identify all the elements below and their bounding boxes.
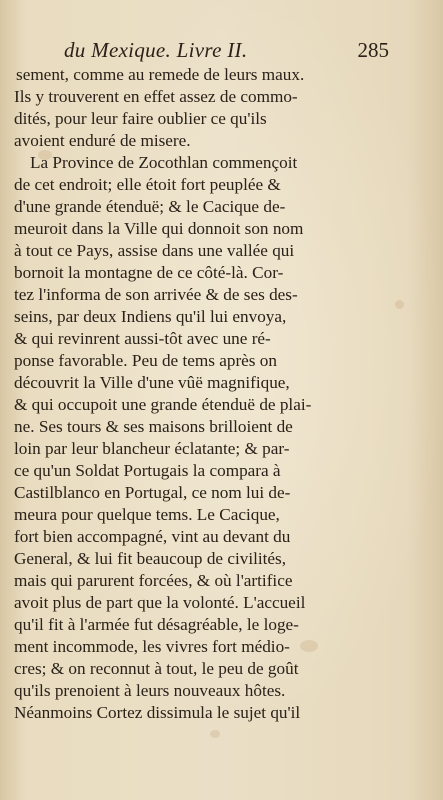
text-line: ponse favorable. Peu de tems après on (14, 351, 277, 370)
text-line: ment incommode, les vivres fort médio- (14, 637, 290, 656)
text-line: bornoit la montagne de ce côté-là. Cor- (14, 263, 284, 282)
text-line: de cet endroit; elle étoit fort peuplée & (14, 175, 281, 194)
text-line: meuroit dans la Ville qui donnoit son nom (14, 219, 304, 238)
text-line: seins, par deux Indiens qu'il lui envoya, (14, 307, 287, 326)
text-line: mais qui parurent forcées, & où l'artifice (14, 571, 293, 590)
text-line: avoient enduré de misere. (14, 131, 191, 150)
text-line: découvrit la Ville d'une vûë magnifique, (14, 373, 290, 392)
text-line: fort bien accompagné, vint au devant du (14, 527, 291, 546)
running-title: du Mexique. Livre II. (64, 38, 248, 62)
text-line: La Province de Zocothlan commençoit (30, 153, 298, 172)
text-line: Ils y trouverent en effet assez de commo- (14, 87, 298, 106)
text-line: & qui revinrent aussi-tôt avec une ré- (14, 329, 271, 348)
text-line: General, & lui fit beaucoup de civilités, (14, 549, 287, 568)
text-line: avoit plus de part que la volonté. L'accueil (14, 593, 306, 612)
text-line: sement, comme au remede de leurs maux. (16, 65, 305, 84)
text-line: cres; & on reconnut à tout, le peu de goût (14, 659, 299, 678)
text-line: d'une grande étenduë; & le Cacique de- (14, 197, 286, 216)
text-line: ne. Ses tours & ses maisons brilloient de (14, 417, 293, 436)
text-line: à tout ce Pays, assise dans une vallée qui (14, 241, 295, 260)
foxing-spot (300, 640, 318, 652)
text-line: qu'il fit à l'armée fut désagréable, le loge- (14, 615, 299, 634)
text-line: & qui occupoit une grande étenduë de plai- (14, 395, 312, 414)
foxing-spot (210, 730, 220, 738)
text-line: Néanmoins Cortez dissimula le sujet qu'il (14, 703, 301, 722)
text-line: Castilblanco en Portugal, ce nom lui de- (14, 483, 291, 502)
text-line: loin par leur blancheur éclatante; & par- (14, 439, 290, 458)
page-number: 285 (357, 38, 389, 62)
page-header (0, 38, 443, 62)
text-line: qu'ils prenoient à leurs nouveaux hôtes. (14, 681, 286, 700)
text-line: ce qu'un Soldat Portugais la compara à (14, 461, 281, 480)
text-line: meura pour quelque tems. Le Cacique, (14, 505, 280, 524)
text-line: tez l'informa de son arrivée & de ses des- (14, 285, 298, 304)
foxing-spot (395, 300, 404, 309)
text-line: dités, pour leur faire oublier ce qu'ils (14, 109, 267, 128)
